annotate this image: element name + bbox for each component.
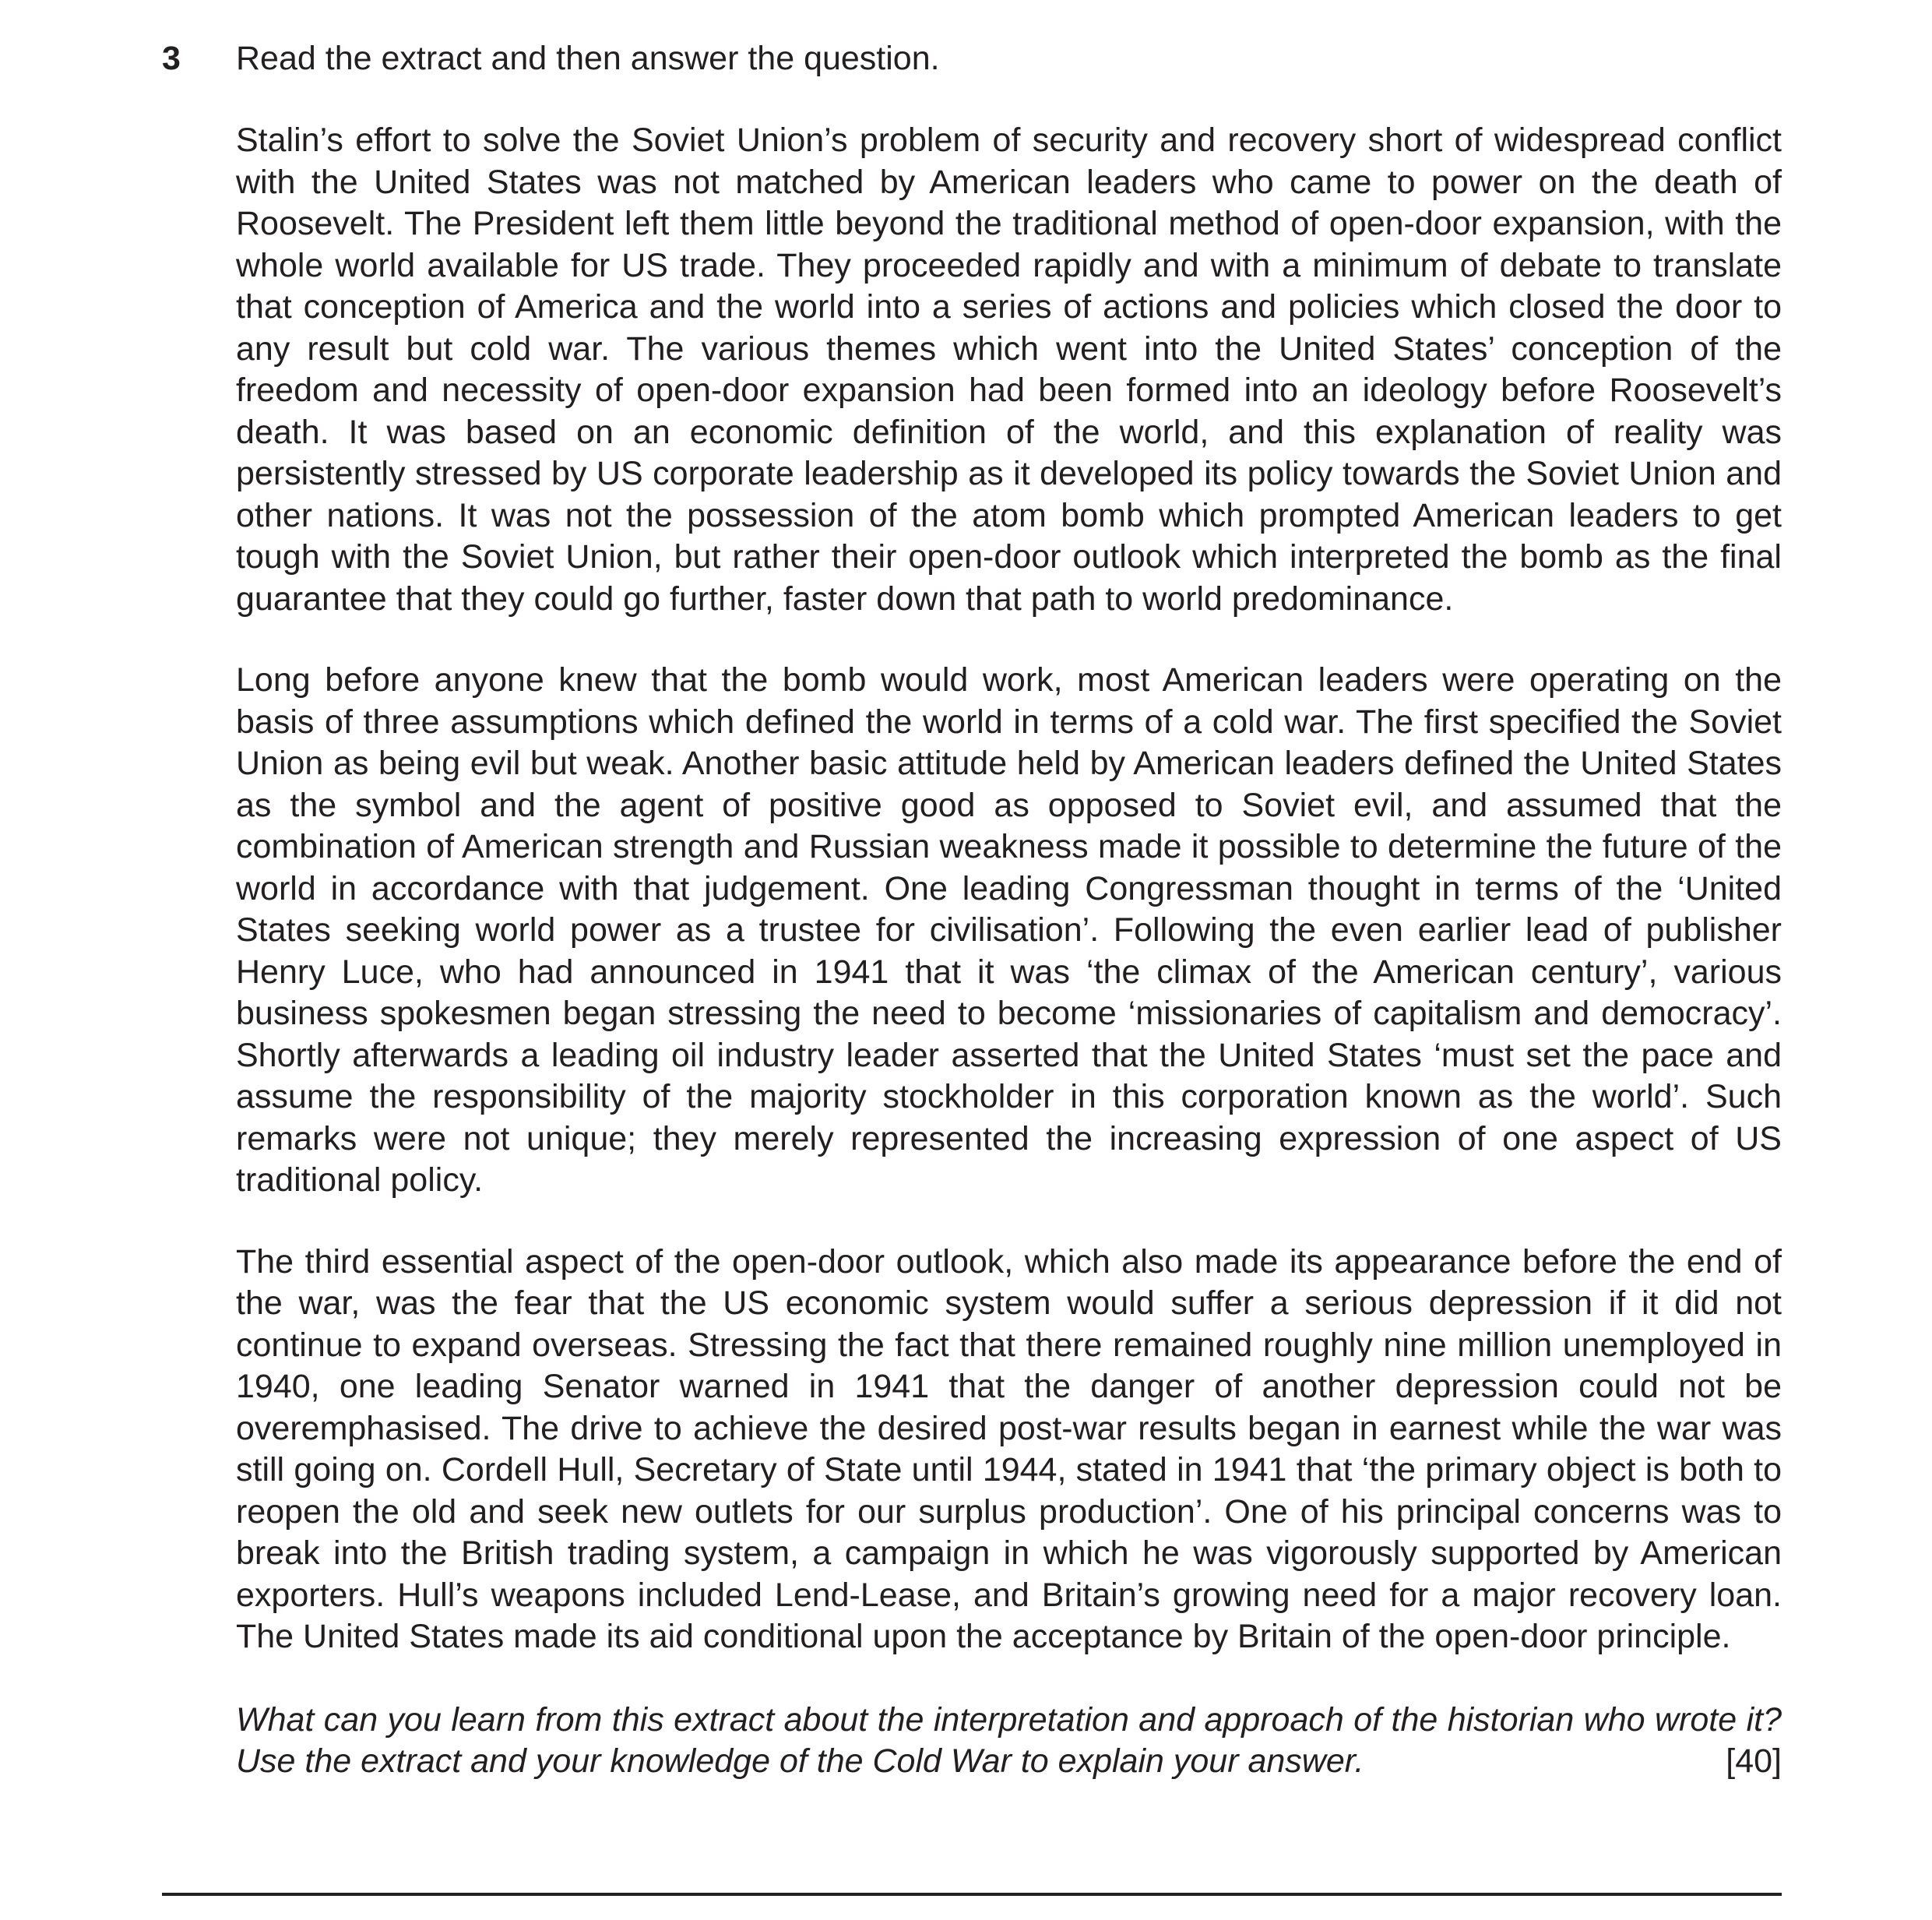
extract-paragraph-2: Long before anyone knew that the bomb would work, most American leaders were operating on the basis of three assumptions which defined the world in terms of a cold war. The first specified the Soviet Union as being evil but weak. Another basic attitude held by American leaders defined the United States as the symbol and the agent of positive good as opposed to Soviet evil, and assumed that the combination of American strength and Russian weakness made it possible to determine the future of the world in accordance with that judgement. One leading Congressman thought in terms of the ‘United States seeking world power as a trustee for civilisation’. Following the even earlier lead of publisher Henry Luce, who had announced in 1941 that it was ‘the climax of the American century’, various business spokesmen began stressing the need to become ‘missionaries of capitalism and democracy’. Shortly afterwards a leading oil industry leader asserted that the United States ‘must set the pace and assume the responsibility of the majority stockholder in this corporation known as the world’. Such remarks were not unique; they merely represented the increasing expression of one aspect of US traditional policy. [236, 661, 1782, 1199]
bottom-divider [162, 1893, 1782, 1896]
extract-paragraph-3: The third essential aspect of the open-door outlook, which also made its appearance before the end of the war, was the fear that the US economic system would suffer a serious depression if it did not continue to expand overseas. Stressing the fact that there remained roughly nine million unemployed in 1940, one leading Senator warned in 1941 that the danger of another depression could not be overemphasised. The drive to achieve the desired post-war results began in earnest while the war was still going on. Cordell Hull, Secretary of State until 1944, stated in 1941 that ‘the primary object is both to reopen the old and seek new outlets for our surplus production’. One of his principal concerns was to break into the British trading system, a campaign in which he was vigorously supported by American exporters. Hull’s weapons included Lend-Lease, and Britain’s growing need for a major recovery loan. The United States made its aid conditional upon the acceptance by Britain of the open-door principle. [236, 1242, 1782, 1655]
marks-label: [40] [1726, 1742, 1782, 1780]
question-prompt [236, 1700, 1782, 1783]
question-body [236, 37, 1782, 1783]
question-number: 3 [162, 40, 181, 77]
extract-paragraph-1: Stalin’s effort to solve the Soviet Union’s problem of security and recovery short of widespread conflict with the United States was not matched by American leaders who came to power on the death of Roosevelt. The President left them little beyond the traditional method of open-door expansion, with the whole world available for US trade. They proceeded rapidly and with a minimum of debate to translate that conception of America and the world into a series of actions and policies which closed the door to any result but cold war. The various themes which went into the United States’ conception of the freedom and necessity of open-door expansion had been formed into an ideology before Roosevelt’s death. It was based on an economic definition of the world, and this explanation of reality was persistently stressed by US corporate leadership as it developed its policy towards the Soviet Union and other nations. It was not the possession of the atom bomb which prompted American leaders to get tough with the Soviet Union, but rather their open-door outlook which interpreted the bomb as the final guarantee that they could go further, faster down that path to world predominance. [236, 122, 1782, 618]
question-instruction: Read the extract and then answer the question. [236, 40, 940, 77]
question-prompt-text: What can you learn from this extract about the interpretation and approach of the historian who wrote it? Use the extract and your knowledge of the Cold War to explain your answer. [236, 1700, 1782, 1780]
